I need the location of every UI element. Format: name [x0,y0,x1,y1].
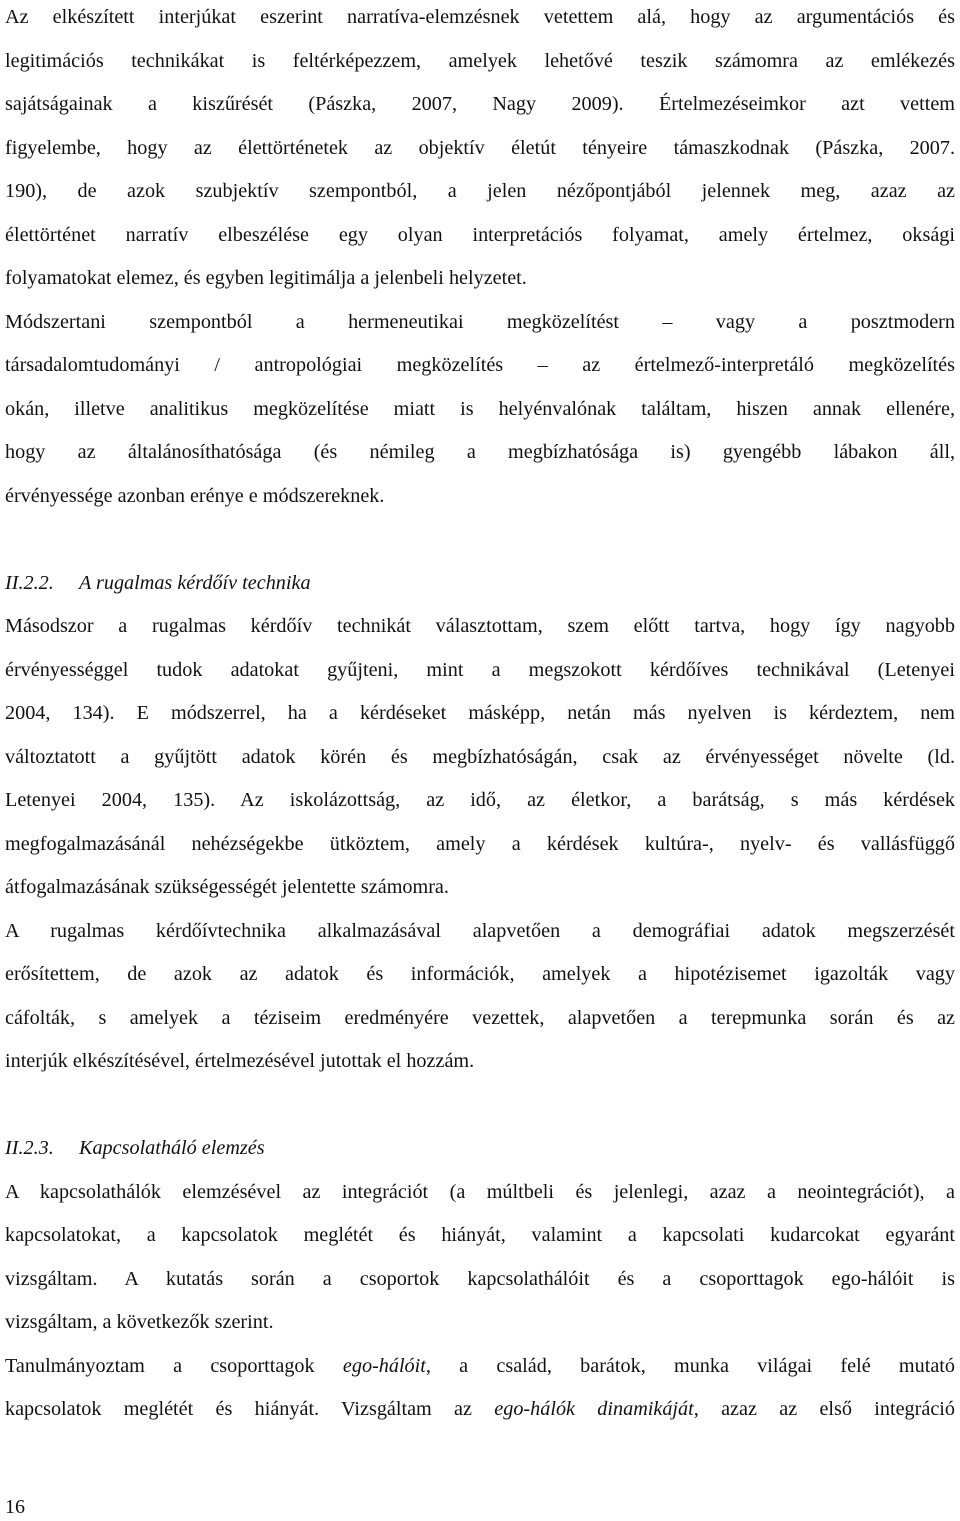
text-line-mixed [5,1388,955,1432]
paragraph-questionnaire [5,605,955,910]
text-line: élettörténet narratív elbeszélése egy olyan interpretációs folyamat, amely értelmez, oksági [5,223,955,246]
spacer [5,518,955,562]
text-line: A rugalmas kérdőívtechnika alkalmazásával alapvetően a demográfiai adatok megszerzését [5,919,955,942]
section-title: Kapcsolatháló elemzés [79,1137,265,1159]
section-heading-flexible-questionnaire [5,562,955,606]
text-line: vizsgáltam, a következők szerint. [5,1311,274,1333]
paragraph-methodology [5,301,955,519]
text-line: cáfolták, s amelyek a téziseim eredményére vezettek, alapvetően a terepmunka során és az [5,1006,955,1029]
text-line: Letenyei 2004, 135). Az iskolázottság, az idő, az életkor, a barátság, s más kérdések [5,789,955,811]
text-line: sajátságainak a kiszűrését (Pászka, 2007, Nagy 2009). Értelmezéseimkor azt vettem [5,93,955,115]
paragraph-questionnaire-results [5,910,955,1084]
text-line: Másodszor a rugalmas kérdőív technikát választottam, szem előtt tartva, hogy így nagyobb [5,615,955,637]
text-line: érvényességgel tudok adatokat gyűjteni, mint a megszokott kérdőíves technikával (Letenyei [5,658,955,681]
section-number: II.2.2. [5,571,54,594]
paragraph-interview-analysis [5,0,955,301]
section-heading-network-analysis [5,1127,955,1171]
text-line: társadalomtudományi / antropológiai megközelítés – az értelmező-interpretáló megközelítés [5,354,955,376]
italic-term: ego-hálóit [342,1354,426,1377]
text-line: legitimációs technikákat is feltérképezzem, amelyek lehetővé teszik számomra az emlékezés [5,49,955,72]
text-line: érvényessége azonban erénye e módszereknek. [5,484,385,507]
text-line: interjúk elkészítésével, értelmezésével jutottak el hozzám. [5,1050,475,1072]
text-line: folyamatokat elemez, és egyben legitimálja a jelenbeli helyzetet. [5,267,527,289]
text-line-mixed [5,1345,955,1389]
document-page [5,0,955,1432]
text-run: Tanulmányoztam a csoporttagok [5,1354,343,1377]
text-line: kapcsolatokat, a kapcsolatok meglétét és hiányát, valamint a kapcsolati kudarcokat egyaránt [5,1224,955,1246]
text-line: erősítettem, de azok az adatok és információk, amelyek a hipotézisemet igazolták vagy [5,963,955,985]
text-line: 2004, 134). E módszerrel, ha a kérdéseket másképp, netán más nyelven is kérdeztem, nem [5,702,955,724]
text-line: változtatott a gyűjtött adatok körén és megbízhatóságán, csak az érvényességet növelte (ld. [5,745,955,768]
text-line: megfogalmazásánál nehézségekbe ütköztem, amely a kérdések kultúra-, nyelv- és vallásfüggő [5,832,955,855]
text-line: A kapcsolathálók elemzésével az integrációt (a múltbeli és jelenlegi, azaz a neointegrációt), a [5,1180,955,1203]
text-run: kapcsolatok meglétét és hiányát. Vizsgáltam az [5,1398,495,1420]
text-run: , a család, barátok, munka világai felé mutató [425,1354,955,1377]
text-line: vizsgáltam. A kutatás során a csoportok kapcsolathálóit és a csoporttagok ego-hálóit is [5,1267,955,1290]
text-line: átfogalmazásának szükségességét jelentette számomra. [5,876,449,898]
text-line: hogy az általánosíthatósága (és némileg a megbízhatósága is) gyengébb lábakon áll, [5,441,955,463]
paragraph-ego-networks [5,1345,955,1432]
text-run: , azaz az első integráció [693,1398,955,1420]
italic-term: ego-hálók dinamikáját [494,1398,694,1420]
text-line: Módszertani szempontból a hermeneutikai megközelítést – vagy a posztmodern [5,310,955,333]
paragraph-network [5,1171,955,1345]
section-title: A rugalmas kérdőív technika [79,571,311,594]
spacer [5,1084,955,1128]
text-line: figyelembe, hogy az élettörténetek az objektív életút tényeire támaszkodnak (Pászka, 2007. [5,136,955,159]
text-line: Az elkészített interjúkat eszerint narratíva-elemzésnek vetettem alá, hogy az argumentációs és [5,6,955,28]
text-line: okán, illetve analitikus megközelítése miatt is helyénvalónak találtam, hiszen annak ellenére, [5,397,955,420]
section-number: II.2.3. [5,1137,54,1159]
page-number: 16 [5,1496,25,1518]
text-line: 190), de azok szubjektív szempontból, a jelen nézőpontjából jelennek meg, azaz az [5,180,955,202]
